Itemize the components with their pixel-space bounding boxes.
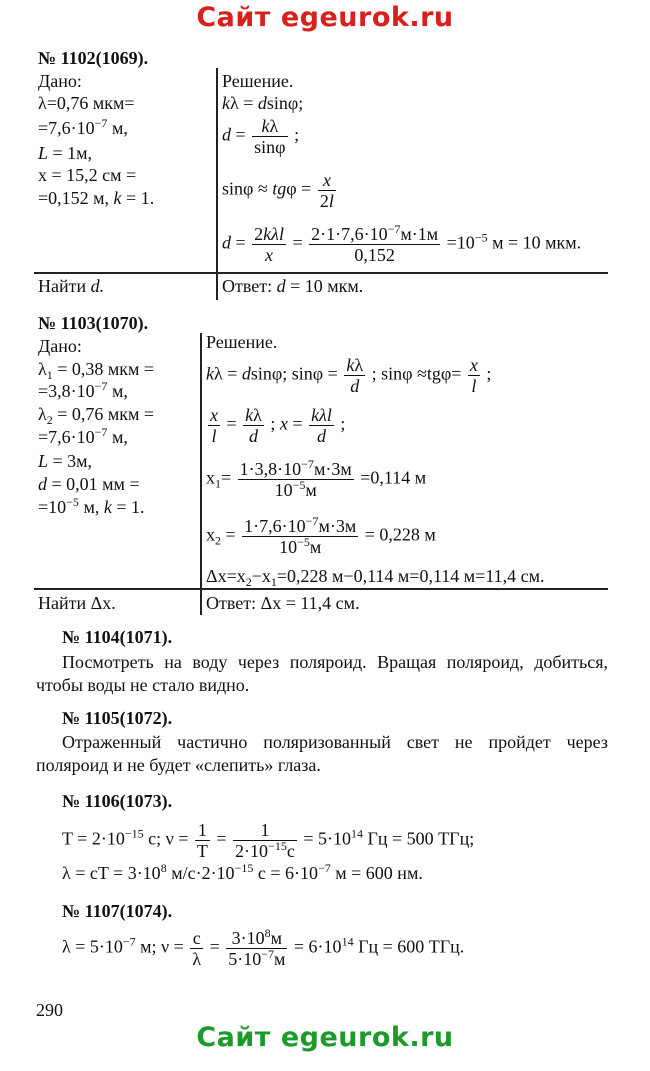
divider-vertical-1102 <box>216 68 218 300</box>
given-1103-line5: L = 3м, <box>38 451 93 471</box>
answer-1102: Ответ: d = 10 мкм. <box>222 276 364 296</box>
problem-1107-number: № 1107(1074). <box>62 901 173 921</box>
formula-1103-4: $x_2$ = $\frac{1\cdot 7,6\cdot 10^{-7}м\cdot 3м}{10^{-5}м}$ = 0,228 м <box>206 514 436 557</box>
given-1103-line7: $=10^{-5}$ м, k = 1. <box>38 495 145 517</box>
given-1103-line4: $=7,6\cdot 10^{-7}$ м, <box>38 425 128 447</box>
formula-1106-2: λ = cT = $3\cdot 10^8$ $м/с\cdot 2\cdot 10^{-15}$ $с = 6\cdot 10^{-7}$ м = 600 нм. <box>62 861 423 883</box>
solution-label-1103: Решение. <box>206 332 278 352</box>
formula-1106-1: $T = 2\cdot 10^{-15}$ с; ν = $\frac{1}{T}$ = $\frac{1}{2\cdot 10^{-15}с}$ = $5\cdot 10^{14}$ Гц = 500 ТГц; <box>62 820 475 861</box>
given-label-1102: Дано: <box>38 71 82 91</box>
given-1102-line5: =0,152 м, k = 1. <box>38 188 155 208</box>
divider-vertical-1103 <box>200 333 202 615</box>
page-number: 290 <box>36 1000 63 1020</box>
problem-1105-text: Отраженный частично поляризованный свет не пройдет через поляроид и не будет «слепить» глаза. <box>36 732 608 775</box>
site-watermark-bottom: Сайт egeurok.ru <box>196 1022 454 1053</box>
formula-1102-3: sinφ ≈ tgφ = $\frac{x}{2l}$ <box>222 170 334 211</box>
site-watermark-top: Сайт egeurok.ru <box>196 2 454 33</box>
given-label-1103: Дано: <box>38 336 82 356</box>
problem-1102-number: № 1102(1069). <box>38 48 149 68</box>
formula-1103-3: $x_1=$ $\frac{1\cdot 3,8\cdot 10^{-7}м\cdot 3м}{10^{-5}м}$ =0,114 м <box>206 457 427 500</box>
divider-horizontal-1102 <box>34 272 608 274</box>
given-1102-line2: $=7,6\cdot 10^{-7}$ м, <box>38 116 128 138</box>
answer-1103: Ответ: Δx = 11,4 см. <box>206 593 360 613</box>
divider-horizontal-1103 <box>34 588 608 590</box>
problem-1105-number: № 1105(1072). <box>62 708 173 728</box>
given-1103-line1: $\lambda_1 = 0,38$ мкм = <box>38 359 155 382</box>
find-1103: Найти Δx. <box>38 593 116 613</box>
given-1102-line3: L = 1м, <box>38 143 93 163</box>
given-1103-line2: $=3,8\cdot 10^{-7}$ м, <box>38 379 128 401</box>
solution-label-1102: Решение. <box>222 71 294 91</box>
find-1102: Найти d. <box>38 276 105 296</box>
given-1102-line1: λ=0,76 мкм= <box>38 93 135 113</box>
formula-1103-2: $\frac{x}{l}$ = $\frac{k\lambda}{d}$ ; x = $\frac{\text{kλl}}{d}$ ; <box>210 405 346 446</box>
given-1103-line3: $\lambda_2 = 0,76$ мкм = <box>38 404 155 427</box>
problem-1104-number: № 1104(1071). <box>62 627 173 647</box>
given-1102-line4: x = 15,2 см = <box>38 165 137 185</box>
problem-1106-number: № 1106(1073). <box>62 791 173 811</box>
given-1103-line6: d = 0,01 мм = <box>38 474 140 494</box>
formula-1103-1: kλ = dsinφ; sinφ = $\frac{k\lambda}{d}$ ; sinφ ≈tgφ= $\frac{x}{l}$ ; <box>206 355 492 396</box>
formula-1103-5: $\Delta x=x_2-x_1=0,228$ м−0,114 м=0,114 м=11,4 см. <box>206 566 545 589</box>
formula-1102-2: d = $\frac{k\lambda}{\sin\varphi}$ ; <box>222 116 300 157</box>
problem-1104-text: Посмотреть на воду через поляроид. Вращая поляроид, добиться, чтобы воды не стало видно. <box>36 652 608 695</box>
formula-1102-4: d = $\frac{\text{2kλl}}{x}$ = $\frac{2\cdot 1\cdot 7,6\cdot 10^{-7}м\cdot 1м}{0,152}$ $=10^{-5}$ м = 10 мкм. <box>222 222 582 265</box>
problem-1103-number: № 1103(1070). <box>38 313 149 333</box>
formula-1102-1: kλ = dsinφ; <box>222 93 304 113</box>
formula-1107-1: $\lambda = 5\cdot 10^{-7}$ м; ν = $\frac{c}{\lambda}$ = $\frac{3\cdot 10^8м}{5\cdot 10^{-7}м}$ = $6\cdot 10^{14}$ Гц = 600 ТГц. <box>62 926 465 969</box>
